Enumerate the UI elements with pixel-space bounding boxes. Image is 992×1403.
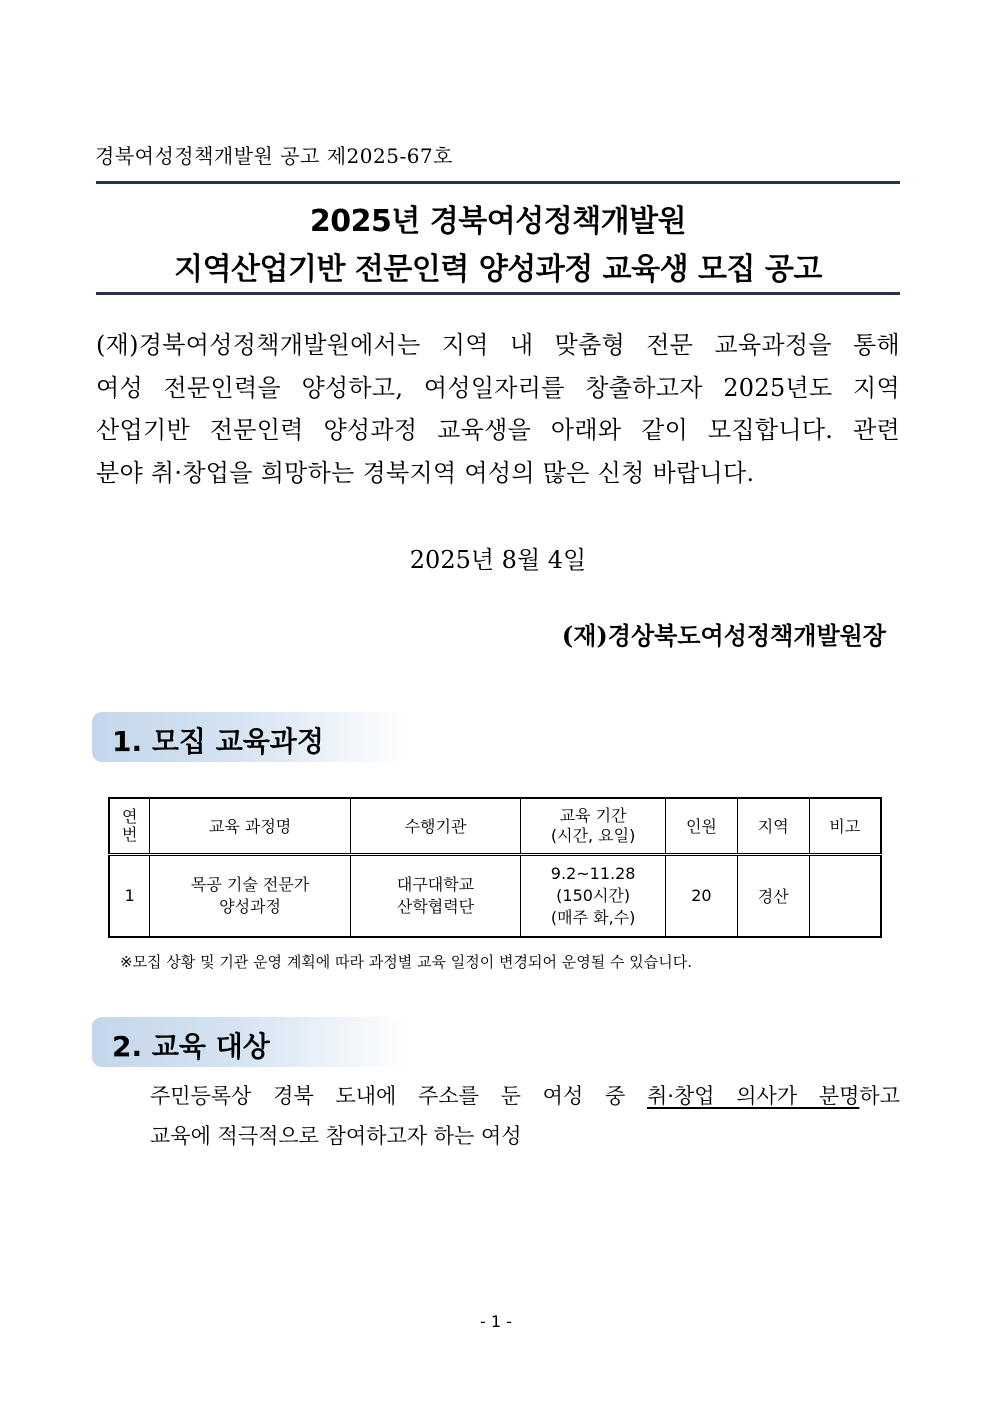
title-line-1: 2025년 경북여성정책개발원 <box>309 204 687 239</box>
notice-number: 경북여성정책개발원 공고 제2025-67호 <box>95 144 453 168</box>
header-institution: 수행기관 <box>350 798 520 854</box>
section-2-header <box>92 1017 412 1067</box>
top-rule <box>96 181 900 184</box>
body-line: 산업기반 전문인력 양성과정 교육생을 아래와 같이 모집합니다. 관련 <box>96 416 900 444</box>
cell-institution: 대구대학교 산학협력단 <box>350 854 520 937</box>
eligibility-text-post: 하고 <box>859 1084 900 1108</box>
cell-remarks <box>809 854 881 937</box>
cell-period: 9.2~11.28 (150시간) (매주 화,수) <box>521 854 666 937</box>
cell-capacity: 20 <box>666 854 738 937</box>
cell-course-name: 목공 기술 전문가 양성과정 <box>150 854 350 937</box>
body-line: (재)경북여성정책개발원에서는 지역 내 맞춤형 전문 교육과정을 통해 <box>96 331 900 359</box>
section-1-header <box>92 712 412 762</box>
eligibility-text-pre: 주민등록상 경북 도내에 주소를 둔 여성 중 <box>150 1084 647 1108</box>
header-capacity: 인원 <box>666 798 738 854</box>
header-remarks: 비고 <box>809 798 881 854</box>
header-period: 교육 기간 (시간, 요일) <box>521 798 666 854</box>
body-line: 분야 취·창업을 희망하는 경북지역 여성의 많은 신청 바랍니다. <box>96 458 755 487</box>
title-line-2: 지역산업기반 전문인력 양성과정 교육생 모집 공고 <box>174 252 822 287</box>
signature: (재)경상북도여성정책개발원장 <box>561 621 886 650</box>
course-table <box>108 797 882 938</box>
eligibility-line-1 <box>150 1076 900 1116</box>
cell-region: 경산 <box>737 854 809 937</box>
eligibility-underlined: 취·창업 의사가 분명 <box>646 1084 860 1108</box>
table-header-row <box>109 798 881 854</box>
eligibility-text <box>150 1076 900 1156</box>
schedule-note: ※모집 상황 및 기관 운영 계획에 따라 과정별 교육 일정이 변경되어 운영될 수 있습니다. <box>120 953 692 971</box>
section-2-title: 2. 교육 대상 <box>112 1030 270 1063</box>
body-line: 여성 전문인력을 양성하고, 여성일자리를 창출하고자 2025년도 지역 <box>96 373 900 402</box>
eligibility-line-2: 교육에 적극적으로 참여하고자 하는 여성 <box>150 1124 522 1148</box>
cell-no: 1 <box>109 854 150 937</box>
header-no: 연 번 <box>109 798 150 854</box>
section-1-title: 1. 모집 교육과정 <box>112 725 324 758</box>
page-number: - 1 - <box>480 1312 512 1331</box>
header-region: 지역 <box>737 798 809 854</box>
bottom-rule <box>96 292 900 295</box>
table-row <box>109 854 881 937</box>
announcement-body <box>96 324 900 494</box>
announcement-date: 2025년 8월 4일 <box>409 546 587 574</box>
header-course-name: 교육 과정명 <box>150 798 350 854</box>
